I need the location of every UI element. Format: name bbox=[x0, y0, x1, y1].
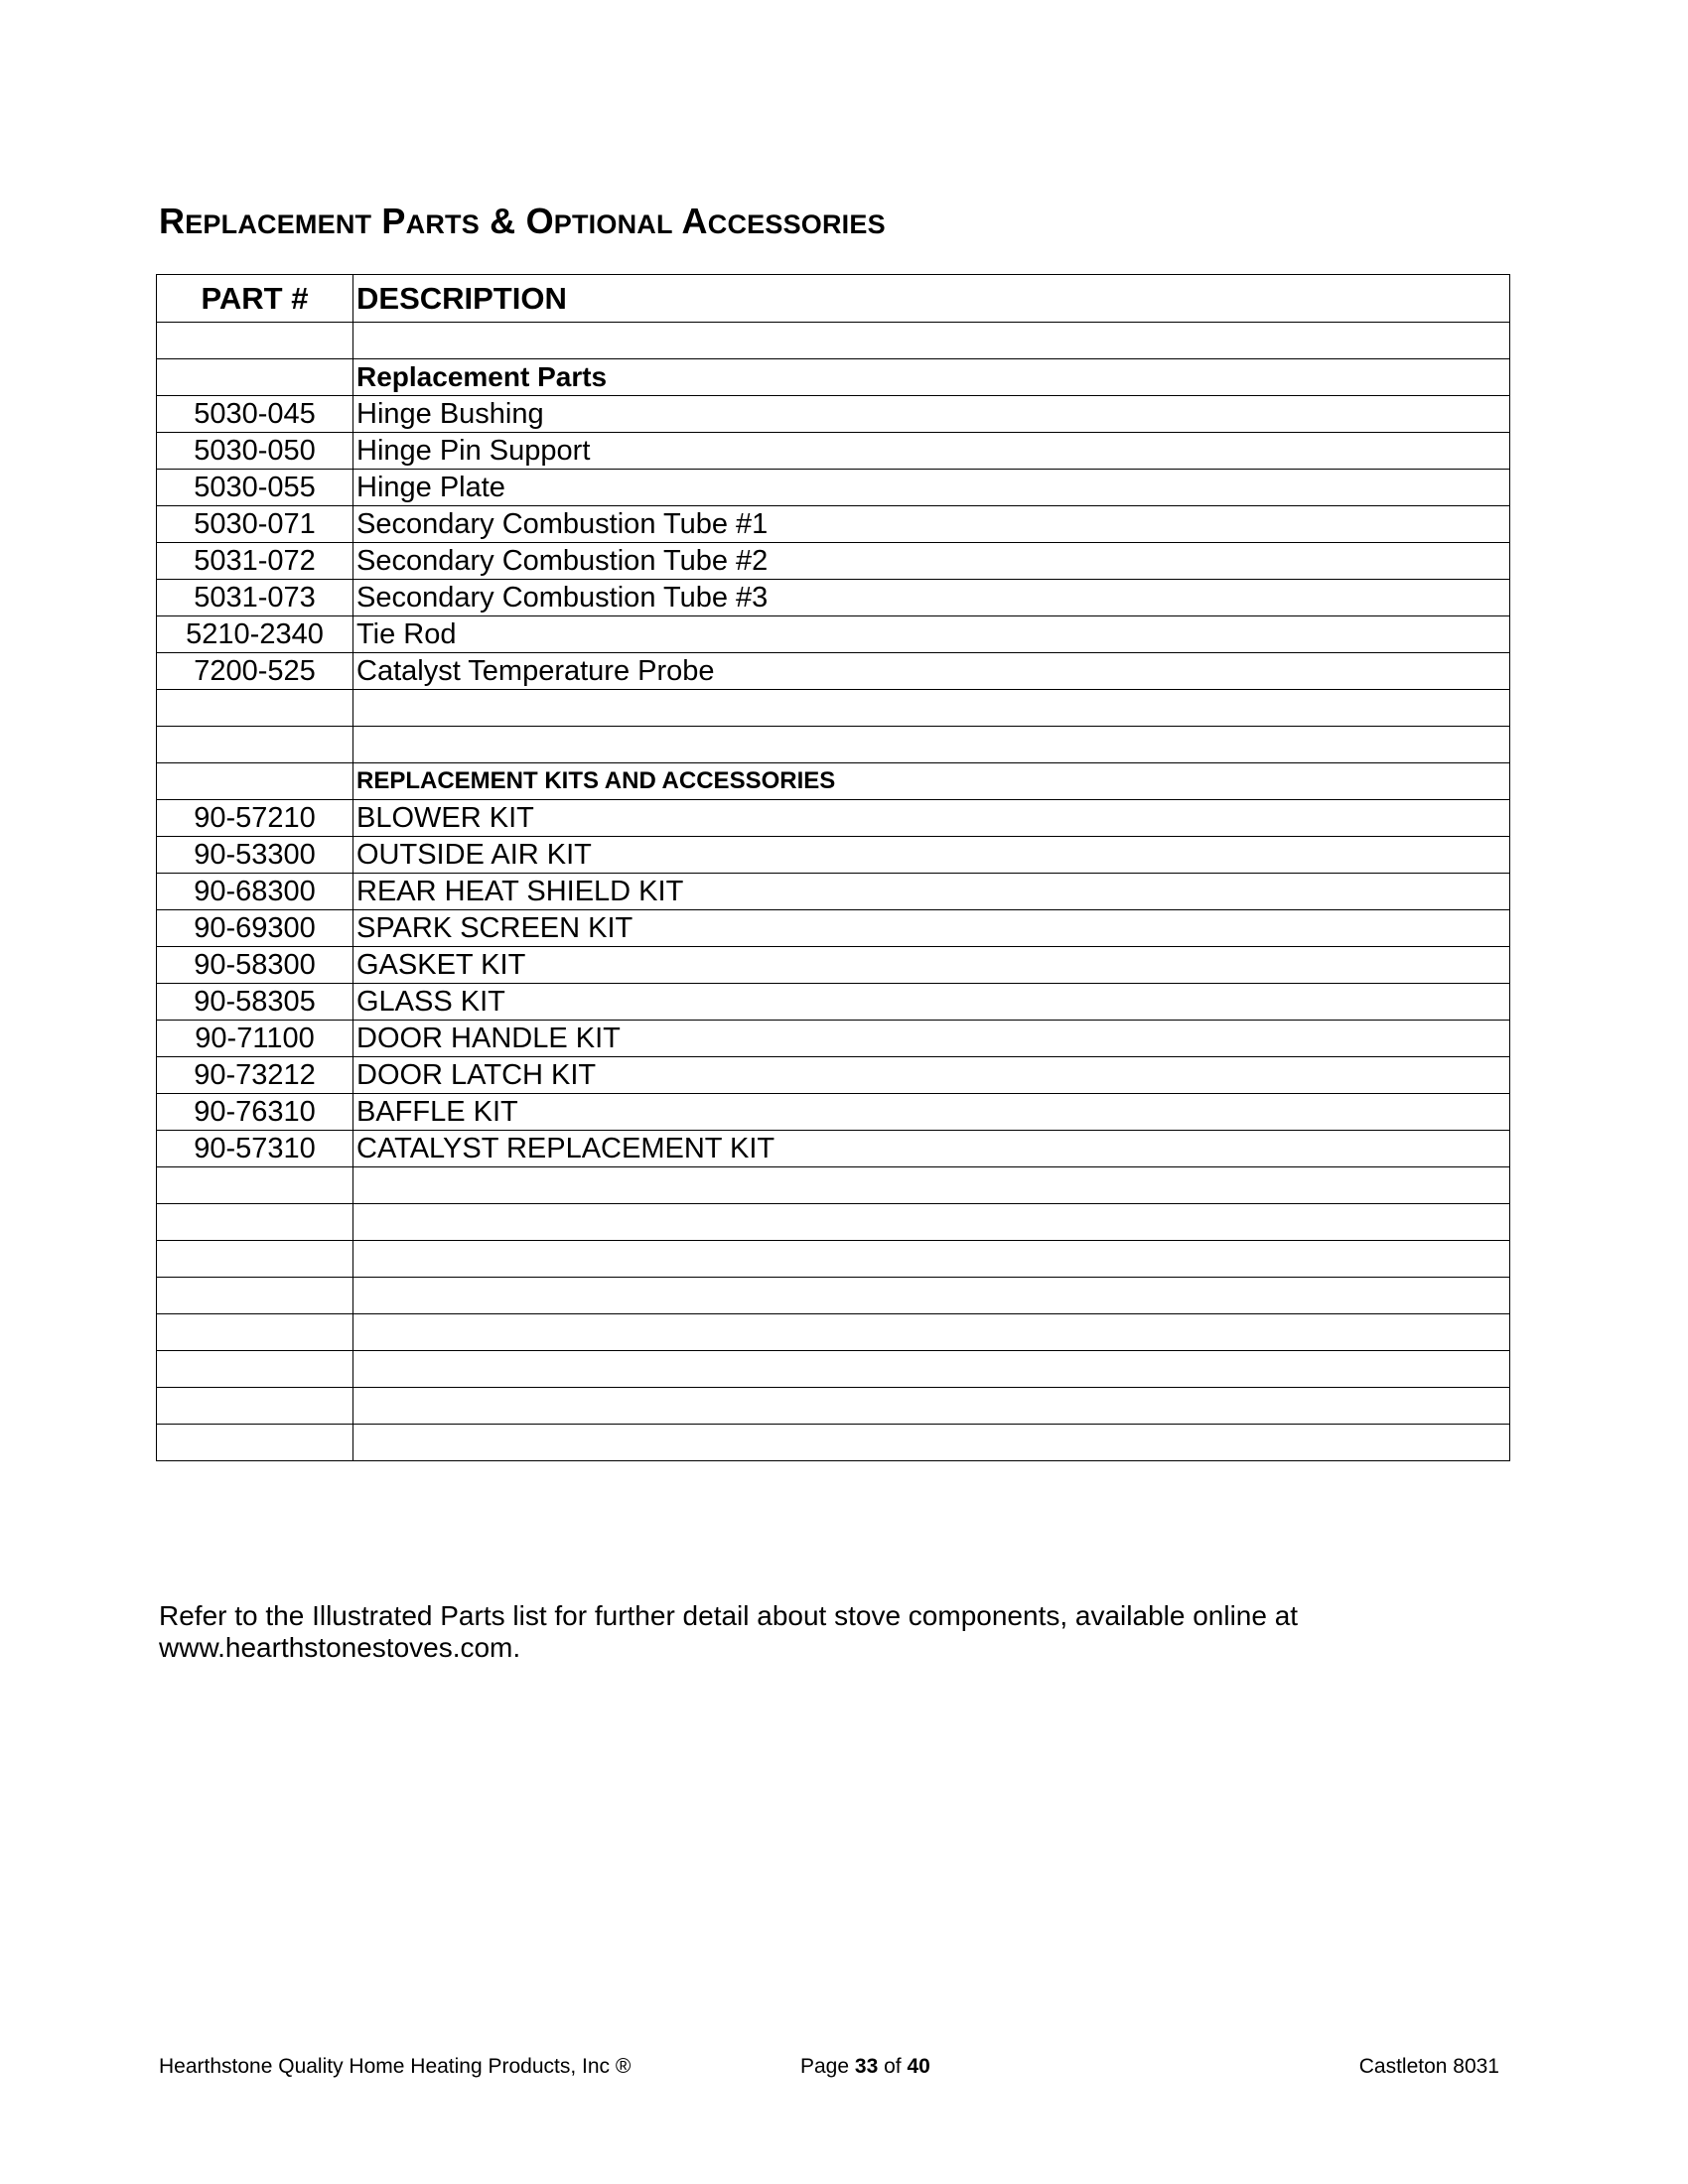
table-row bbox=[157, 653, 1510, 690]
description-cell: REAR HEAT SHIELD KIT bbox=[353, 874, 1510, 910]
table-row bbox=[157, 874, 1510, 910]
description-cell: BLOWER KIT bbox=[353, 800, 1510, 837]
part-number-cell: 5030-055 bbox=[157, 470, 353, 506]
website-text: www.hearthstonestoves.com. bbox=[159, 1632, 521, 1663]
page-separator: of bbox=[878, 2055, 908, 2078]
title-word: EPLACEMENT bbox=[185, 209, 372, 239]
table-row bbox=[157, 580, 1510, 616]
table-row bbox=[157, 543, 1510, 580]
description-cell bbox=[353, 1314, 1510, 1351]
part-number-cell bbox=[157, 1314, 353, 1351]
title-initial: A bbox=[681, 201, 708, 241]
table-row bbox=[157, 1351, 1510, 1388]
table-row bbox=[157, 396, 1510, 433]
description-cell bbox=[353, 1167, 1510, 1204]
part-number-cell: 90-68300 bbox=[157, 874, 353, 910]
part-number-cell bbox=[157, 1351, 353, 1388]
description-cell: Replacement Parts bbox=[353, 359, 1510, 396]
description-cell: Secondary Combustion Tube #3 bbox=[353, 580, 1510, 616]
note-line: Refer to the Illustrated Parts list for further detail about stove components, available online at bbox=[159, 1600, 1299, 1631]
column-header-part-number: PART # bbox=[157, 275, 353, 323]
total-pages: 40 bbox=[907, 2055, 930, 2078]
table-row bbox=[157, 690, 1510, 727]
part-number-cell: 90-73212 bbox=[157, 1057, 353, 1094]
description-cell bbox=[353, 1388, 1510, 1425]
title-initial: P bbox=[381, 201, 406, 241]
description-cell bbox=[353, 323, 1510, 359]
table-header-row bbox=[157, 275, 1510, 323]
table-row bbox=[157, 947, 1510, 984]
part-number-cell: 90-76310 bbox=[157, 1094, 353, 1131]
description-cell: GASKET KIT bbox=[353, 947, 1510, 984]
page-prefix: Page bbox=[800, 2055, 855, 2078]
part-number-cell: 5031-073 bbox=[157, 580, 353, 616]
part-number-cell: 5210-2340 bbox=[157, 616, 353, 653]
table-row bbox=[157, 727, 1510, 763]
description-cell: GLASS KIT bbox=[353, 984, 1510, 1021]
description-cell: Hinge Pin Support bbox=[353, 433, 1510, 470]
description-cell bbox=[353, 727, 1510, 763]
title-initial: R bbox=[159, 201, 186, 241]
description-cell: DOOR LATCH KIT bbox=[353, 1057, 1510, 1094]
illustrated-parts-note bbox=[159, 1600, 1470, 1664]
table-row bbox=[157, 1057, 1510, 1094]
table-row bbox=[157, 506, 1510, 543]
title-word: CCESSORIES bbox=[707, 209, 886, 239]
title-word: PTIONAL bbox=[553, 209, 673, 239]
part-number-cell bbox=[157, 359, 353, 396]
description-cell: Secondary Combustion Tube #1 bbox=[353, 506, 1510, 543]
footer-company: Hearthstone Quality Home Heating Products, Inc ® bbox=[159, 2055, 632, 2078]
description-cell bbox=[353, 690, 1510, 727]
part-number-cell: 90-57310 bbox=[157, 1131, 353, 1167]
part-number-cell: 5030-045 bbox=[157, 396, 353, 433]
part-number-cell bbox=[157, 1167, 353, 1204]
footer-model: Castleton 8031 bbox=[1358, 2055, 1499, 2078]
part-number-cell bbox=[157, 1278, 353, 1314]
description-cell: OUTSIDE AIR KIT bbox=[353, 837, 1510, 874]
table-row bbox=[157, 1204, 1510, 1241]
part-number-cell: 5031-072 bbox=[157, 543, 353, 580]
column-header-description: DESCRIPTION bbox=[353, 275, 1510, 323]
part-number-cell: 90-53300 bbox=[157, 837, 353, 874]
description-cell: Hinge Plate bbox=[353, 470, 1510, 506]
part-number-cell bbox=[157, 323, 353, 359]
part-number-cell bbox=[157, 1425, 353, 1461]
description-cell: Hinge Bushing bbox=[353, 396, 1510, 433]
description-cell: Catalyst Temperature Probe bbox=[353, 653, 1510, 690]
description-cell bbox=[353, 1278, 1510, 1314]
title-word: ARTS bbox=[405, 209, 480, 239]
table-row bbox=[157, 800, 1510, 837]
description-cell bbox=[353, 1425, 1510, 1461]
table-row bbox=[157, 616, 1510, 653]
description-cell: CATALYST REPLACEMENT KIT bbox=[353, 1131, 1510, 1167]
table-row bbox=[157, 433, 1510, 470]
description-cell: Secondary Combustion Tube #2 bbox=[353, 543, 1510, 580]
table-row bbox=[157, 1167, 1510, 1204]
table-row bbox=[157, 1314, 1510, 1351]
description-cell: Tie Rod bbox=[353, 616, 1510, 653]
table-row bbox=[157, 837, 1510, 874]
description-cell: REPLACEMENT KITS AND ACCESSORIES bbox=[353, 763, 1510, 800]
table-row bbox=[157, 1021, 1510, 1057]
table-row bbox=[157, 470, 1510, 506]
part-number-cell bbox=[157, 1204, 353, 1241]
page-title bbox=[159, 201, 886, 242]
part-number-cell bbox=[157, 763, 353, 800]
description-cell bbox=[353, 1351, 1510, 1388]
table-row bbox=[157, 1131, 1510, 1167]
description-cell: DOOR HANDLE KIT bbox=[353, 1021, 1510, 1057]
part-number-cell: 90-58300 bbox=[157, 947, 353, 984]
part-number-cell: 5030-071 bbox=[157, 506, 353, 543]
current-page: 33 bbox=[854, 2055, 879, 2078]
footer-page-number bbox=[800, 2055, 930, 2079]
table-row bbox=[157, 1241, 1510, 1278]
part-number-cell bbox=[157, 1388, 353, 1425]
table-row bbox=[157, 1388, 1510, 1425]
title-ampersand: & bbox=[490, 201, 516, 241]
part-number-cell: 90-58305 bbox=[157, 984, 353, 1021]
part-number-cell: 90-69300 bbox=[157, 910, 353, 947]
table-row bbox=[157, 323, 1510, 359]
part-number-cell: 5030-050 bbox=[157, 433, 353, 470]
part-number-cell bbox=[157, 727, 353, 763]
description-cell: BAFFLE KIT bbox=[353, 1094, 1510, 1131]
parts-table bbox=[156, 274, 1510, 1461]
part-number-cell bbox=[157, 1241, 353, 1278]
part-number-cell bbox=[157, 690, 353, 727]
table-row bbox=[157, 359, 1510, 396]
description-cell bbox=[353, 1204, 1510, 1241]
part-number-cell: 90-71100 bbox=[157, 1021, 353, 1057]
table-row bbox=[157, 984, 1510, 1021]
description-cell bbox=[353, 1241, 1510, 1278]
table-row bbox=[157, 910, 1510, 947]
table-row bbox=[157, 1094, 1510, 1131]
table-row bbox=[157, 1278, 1510, 1314]
table-row bbox=[157, 763, 1510, 800]
parts-table-body bbox=[157, 275, 1510, 1461]
part-number-cell: 7200-525 bbox=[157, 653, 353, 690]
table-row bbox=[157, 1425, 1510, 1461]
description-cell: SPARK SCREEN KIT bbox=[353, 910, 1510, 947]
title-initial: O bbox=[525, 201, 554, 241]
part-number-cell: 90-57210 bbox=[157, 800, 353, 837]
